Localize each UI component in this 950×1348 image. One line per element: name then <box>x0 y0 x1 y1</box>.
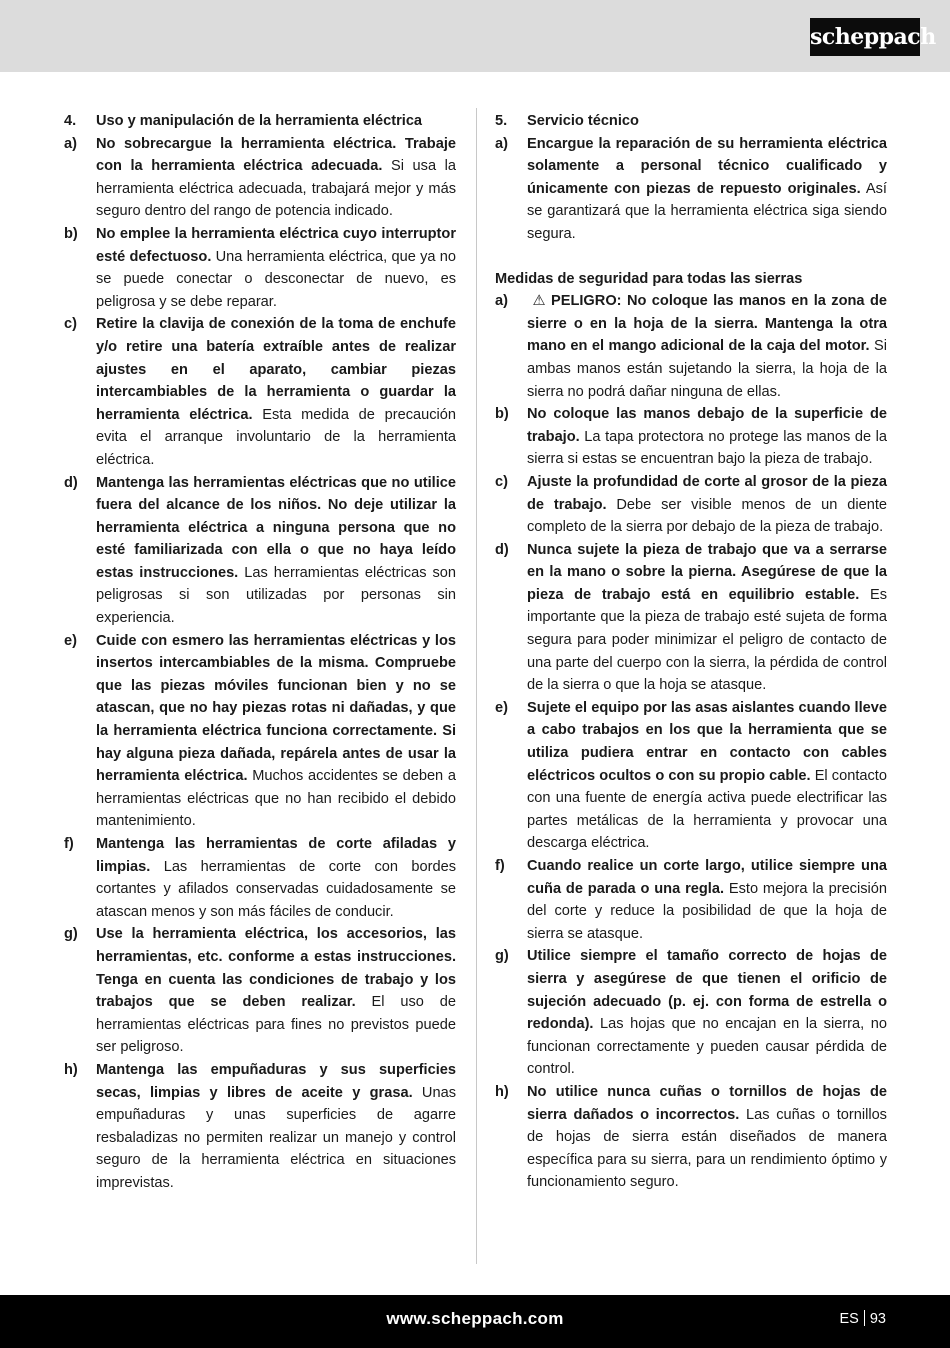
page-number: 93 <box>869 1311 886 1327</box>
list-item: h) No utilice nunca cuñas o tornillos de hojas de sierra dañados o incorrectos. Las cuñas o tornillos de hojas de sierra están diseñados de manera específica para su sierra, para un rendimiento óptimo y funcionamiento seguro. <box>495 1083 887 1191</box>
list-item: b) No emplee la herramienta eléctrica cuyo interruptor esté defectuoso. Una herramienta eléctrica, que ya no se puede conectar o desconectar de nuevo, es peligrosa y se debe reparar. <box>64 225 456 310</box>
website-url: www.scheppach.com <box>386 1309 564 1328</box>
column-divider <box>476 108 477 1264</box>
right-column <box>495 110 887 1194</box>
list-item: a) No sobrecargue la herramienta eléctrica. Trabaje con la herramienta eléctrica adecuada. Si usa la herramienta eléctrica adecuada, trabajará mejor y más seguro dentro del rango de potencia indicado. <box>64 135 456 220</box>
list-item: e) Sujete el equipo por las asas aislantes cuando lleve a cabo trabajos en los que la herramienta que se utiliza pudiera entrar en contacto con cables eléctricos ocultos o con su propio cable. El contacto con una fuente de energía activa puede electrificar las partes metálicas de la herramienta y provocar una descarga eléctrica. <box>495 699 887 852</box>
list-item: a) Encargue la reparación de su herramienta eléctrica solamente a personal técnico cualificado y únicamente con piezas de repuesto originales. Así se garantizará que la herramienta eléctrica siga siendo segura. <box>495 135 887 242</box>
page-separator <box>864 1310 865 1326</box>
left-column <box>64 110 456 1195</box>
list-item: h) Mantenga las empuñaduras y sus superficies secas, limpias y libres de aceite y grasa. Unas empuñaduras y unas superficies de agarre resbaladizas no permiten realizar un manejo y control seguro de la herramienta eléctrica en situaciones imprevistas. <box>64 1061 456 1191</box>
list-item: d) Mantenga las herramientas eléctricas que no utilice fuera del alcance de los niños. No deje utilizar la herramienta eléctrica a ninguna persona que no esté familiarizada con ella o que no haya leído estas instrucciones. Las herramientas eléctricas son peligrosas si son utilizadas por personas sin experiencia. <box>64 474 456 627</box>
list-item: c) Retire la clavija de conexión de la toma de enchufe y/o retire una batería extraíble antes de realizar ajustes en el aparato, cambiar piezas intercambiables de la herramienta o guardar la herramienta eléctrica. Esta medida de precaución evita el arranque involuntario de la herramienta eléctrica. <box>64 316 456 468</box>
list-item: f) Mantenga las herramientas de corte afiladas y limpias. Las herramientas de corte con bordes cortantes y afilados conservadas cuidadosamente se atascan menos y son más fáciles de conducir. <box>64 836 456 920</box>
section-heading: 4. Uso y manipulación de la herramienta eléctrica <box>64 113 423 129</box>
list-item: c) Ajuste la profundidad de corte al grosor de la pieza de trabajo. Debe ser visible menos de un diente completo de la sierra por debajo de la pieza de trabajo. <box>495 473 887 536</box>
language-code: ES <box>839 1311 859 1327</box>
list-item: b) No coloque las manos debajo de la superficie de trabajo. La tapa protectora no protege las manos de la sierra si estas se encuentran bajo la pieza de trabajo. <box>495 406 887 468</box>
list-item: g) Utilice siempre el tamaño correcto de hojas de sierra y asegúrese de que tienen el orificio de sujeción adecuado (p. ej. con forma de estrella o redonda). Las hojas que no encajan en la sierra, no funcionan correctamente y pueden causar pérdida de control. <box>495 948 887 1078</box>
list-item: a) ⚠ PELIGRO: No coloque las manos en la zona de sierre o en la hoja de la sierra. Mantenga la otra mano en el mango adicional de la caja del motor. Si ambas manos están sujetando la sierra, la hoja de la sierra no podrá dañar ninguna de ellas. <box>495 290 887 403</box>
footer-bar <box>0 1295 950 1348</box>
list-item: g) Use la herramienta eléctrica, los accesorios, las herramientas, etc. conforme a estas instrucciones. Tenga en cuenta las condiciones de trabajo y los trabajos que se deben realizar. El uso de herramientas eléctricas para fines no previstos puede ser peligroso. <box>64 926 456 1056</box>
page-indicator <box>840 1310 886 1327</box>
list-item: e) Cuide con esmero las herramientas eléctricas y los insertos intercambiables de la misma. Compruebe que las piezas móviles funcionan bien y no se atascan, que no hay piezas rotas ni dañadas, y que la herramienta eléctrica funciona correctamente. Si hay alguna pieza dañada, repárela antes de usar la herramienta eléctrica. Muchos accidentes se deben a herramientas eléctricas que no han recibido el debido mantenimiento. <box>64 632 456 830</box>
brand-logo: scheppach <box>810 18 920 56</box>
header-bar <box>0 0 950 72</box>
spacer <box>495 246 887 268</box>
subsection-heading: Medidas de seguridad para todas las sierras <box>495 270 803 287</box>
section-heading: 5. Servicio técnico <box>495 113 639 129</box>
list-item: f) Cuando realice un corte largo, utilice siempre una cuña de parada o una regla. Esto mejora la precisión del corte y reduce la posibilidad de que la hoja de sierra se atasque. <box>495 858 887 942</box>
warning-icon: ⚠ <box>532 293 546 310</box>
list-item: d) Nunca sujete la pieza de trabajo que va a serrarse en la mano o sobre la pierna. Asegúrese de que la pieza de trabajo está en equilibrio estable. Es importante que la pieza de trabajo esté sujeta de forma segura para poder minimizar el peligro de contacto de una parte del cuerpo con la sierra, la pérdida de control de la sierra o que la hoja se atasque. <box>495 541 887 694</box>
